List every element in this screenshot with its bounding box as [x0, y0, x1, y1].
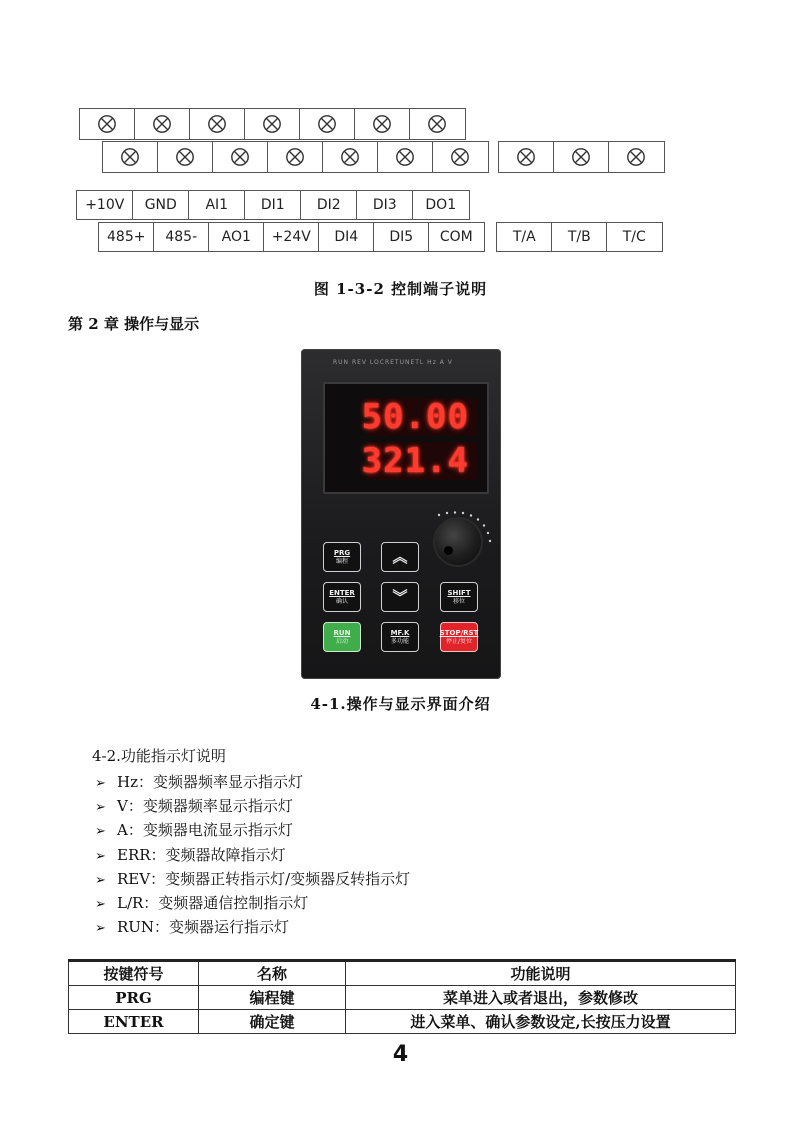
enter-key-label: ENTER [329, 588, 355, 597]
list-item [95, 844, 286, 865]
terminal-label: AO1 [208, 222, 265, 252]
screw-icon [207, 114, 227, 134]
table-cell: 进入菜单、确认参数设定,长按压力设置 [346, 1010, 736, 1034]
terminal-label: T/A [496, 222, 553, 252]
shift-key-label: SHIFT [447, 588, 471, 597]
list-item-text: REV：变频器正转指示灯/变频器反转指示灯 [117, 869, 411, 888]
mfk-key-sublabel: 多功能 [390, 637, 409, 645]
list-item [95, 868, 410, 889]
terminal-screw [134, 108, 191, 140]
list-item-text: A：变频器电流显示指示灯 [117, 821, 293, 840]
list-item [95, 771, 303, 792]
screw-icon [262, 114, 282, 134]
led-display-top-value: 50.00 [361, 397, 469, 437]
screw-icon [230, 147, 250, 167]
terminal-screw [553, 141, 610, 173]
chapter-heading: 第 2 章 操作与显示 [68, 315, 200, 333]
terminal-label: +24V [263, 222, 320, 252]
list-item [95, 892, 308, 913]
list-item [95, 916, 289, 937]
list-item [95, 795, 293, 816]
screw-icon [395, 147, 415, 167]
section-heading-indicators: 4-2.功能指示灯说明 [92, 747, 226, 765]
terminal-label: GND [132, 190, 190, 220]
table-header-row [69, 961, 736, 986]
chevron-up-icon: ︽ [392, 547, 408, 566]
screw-icon [152, 114, 172, 134]
screw-icon [175, 147, 195, 167]
list-item-text: L/R：变频器通信控制指示灯 [117, 894, 309, 912]
arrow-bullet-icon: ➢ [95, 848, 106, 864]
screw-icon [340, 147, 360, 167]
terminal-screw [498, 141, 555, 173]
terminal-label: DO1 [412, 190, 470, 220]
terminal-label: DI2 [300, 190, 358, 220]
terminal-screw [432, 141, 489, 173]
terminal-screw [244, 108, 301, 140]
terminal-label: DI4 [318, 222, 375, 252]
led-display-panel [323, 382, 489, 494]
column-header-key-symbol: 按键符号 [69, 961, 199, 986]
terminal-label: DI5 [373, 222, 430, 252]
terminal-label: 485+ [98, 222, 155, 252]
terminal-screw [189, 108, 246, 140]
potentiometer-knob[interactable] [435, 519, 481, 565]
run-key-label: RUN [333, 628, 351, 637]
mfk-key-label: MF.K [390, 628, 410, 637]
terminal-label: AI1 [188, 190, 246, 220]
prg-key-label: PRG [333, 548, 351, 557]
terminal-screw [322, 141, 379, 173]
run-key[interactable] [323, 622, 361, 652]
arrow-bullet-icon: ➢ [95, 824, 106, 840]
led-display-bottom [361, 441, 477, 481]
key-function-table [68, 959, 736, 1034]
terminal-screw [102, 141, 159, 173]
mfk-key[interactable] [381, 622, 419, 652]
down-arrow-key[interactable] [381, 582, 419, 612]
table-cell: PRG [69, 986, 199, 1010]
column-header-function: 功能说明 [346, 961, 736, 986]
terminal-screw [299, 108, 356, 140]
table-cell: 菜单进入或者退出，参数修改 [346, 986, 736, 1010]
table-cell: 编程键 [199, 986, 346, 1010]
terminal-label: +10V [76, 190, 134, 220]
led-display-bottom-value: 321.4 [361, 441, 469, 481]
terminal-screw [267, 141, 324, 173]
terminal-screw [212, 141, 269, 173]
screw-icon [97, 114, 117, 134]
screw-icon [120, 147, 140, 167]
list-item [95, 819, 293, 840]
run-key-sublabel: 启动 [335, 637, 348, 645]
figure-caption-keypad: 4-1.操作与显示界面介绍 [310, 695, 491, 713]
screw-icon [571, 147, 591, 167]
chevron-down-icon: ︾ [392, 587, 408, 606]
stop-key-sublabel: 停止/复位 [445, 637, 473, 645]
terminal-screw [79, 108, 136, 140]
table-cell: 确定键 [199, 1010, 346, 1034]
arrow-bullet-icon: ➢ [95, 897, 106, 912]
prg-key[interactable] [323, 542, 361, 572]
list-item-text: V：变频器频率显示指示灯 [117, 797, 293, 816]
page-number: 4 [392, 1042, 409, 1067]
arrow-bullet-icon: ➢ [95, 872, 106, 888]
enter-key[interactable] [323, 582, 361, 612]
screw-icon [450, 147, 470, 167]
arrow-bullet-icon: ➢ [95, 776, 106, 791]
stop-reset-key[interactable] [440, 622, 478, 652]
terminal-label: T/B [551, 222, 608, 252]
terminal-label: 485- [153, 222, 210, 252]
keypad-photo [301, 349, 501, 679]
table-cell: ENTER [69, 1010, 199, 1034]
screw-icon [516, 147, 536, 167]
table-row [69, 986, 736, 1010]
enter-key-sublabel: 确认 [335, 597, 348, 605]
screw-icon [285, 147, 305, 167]
terminal-label: DI3 [356, 190, 414, 220]
screw-icon [626, 147, 646, 167]
indicator-label-row: RUN REV LOCRETUNETL Hz A V [333, 359, 453, 366]
terminal-screw [409, 108, 466, 140]
terminal-label: COM [428, 222, 485, 252]
table-row [69, 1010, 736, 1034]
screw-icon [317, 114, 337, 134]
screw-icon [372, 114, 392, 134]
screw-icon [427, 114, 447, 134]
terminal-label: DI1 [244, 190, 302, 220]
terminal-label: T/C [606, 222, 663, 252]
shift-key[interactable] [440, 582, 478, 612]
list-item-text: Hz：变频器频率显示指示灯 [117, 773, 303, 791]
knob-indicator-dot [444, 546, 453, 555]
list-item-text: ERR：变频器故障指示灯 [117, 845, 286, 864]
terminal-screw [608, 141, 665, 173]
stop-key-label: STOP/RST [439, 628, 479, 637]
figure-caption-terminals: 图 1-3-2 控制端子说明 [313, 280, 488, 298]
shift-key-sublabel: 移位 [452, 597, 465, 605]
column-header-name: 名称 [199, 961, 346, 986]
terminal-screw [354, 108, 411, 140]
terminal-screw [157, 141, 214, 173]
led-display-top [361, 397, 477, 437]
up-arrow-key[interactable] [381, 542, 419, 572]
arrow-bullet-icon: ➢ [95, 921, 106, 937]
arrow-bullet-icon: ➢ [95, 800, 106, 816]
terminal-screw [377, 141, 434, 173]
prg-key-sublabel: 编程 [335, 557, 348, 565]
list-item-text: RUN：变频器运行指示灯 [117, 918, 290, 937]
